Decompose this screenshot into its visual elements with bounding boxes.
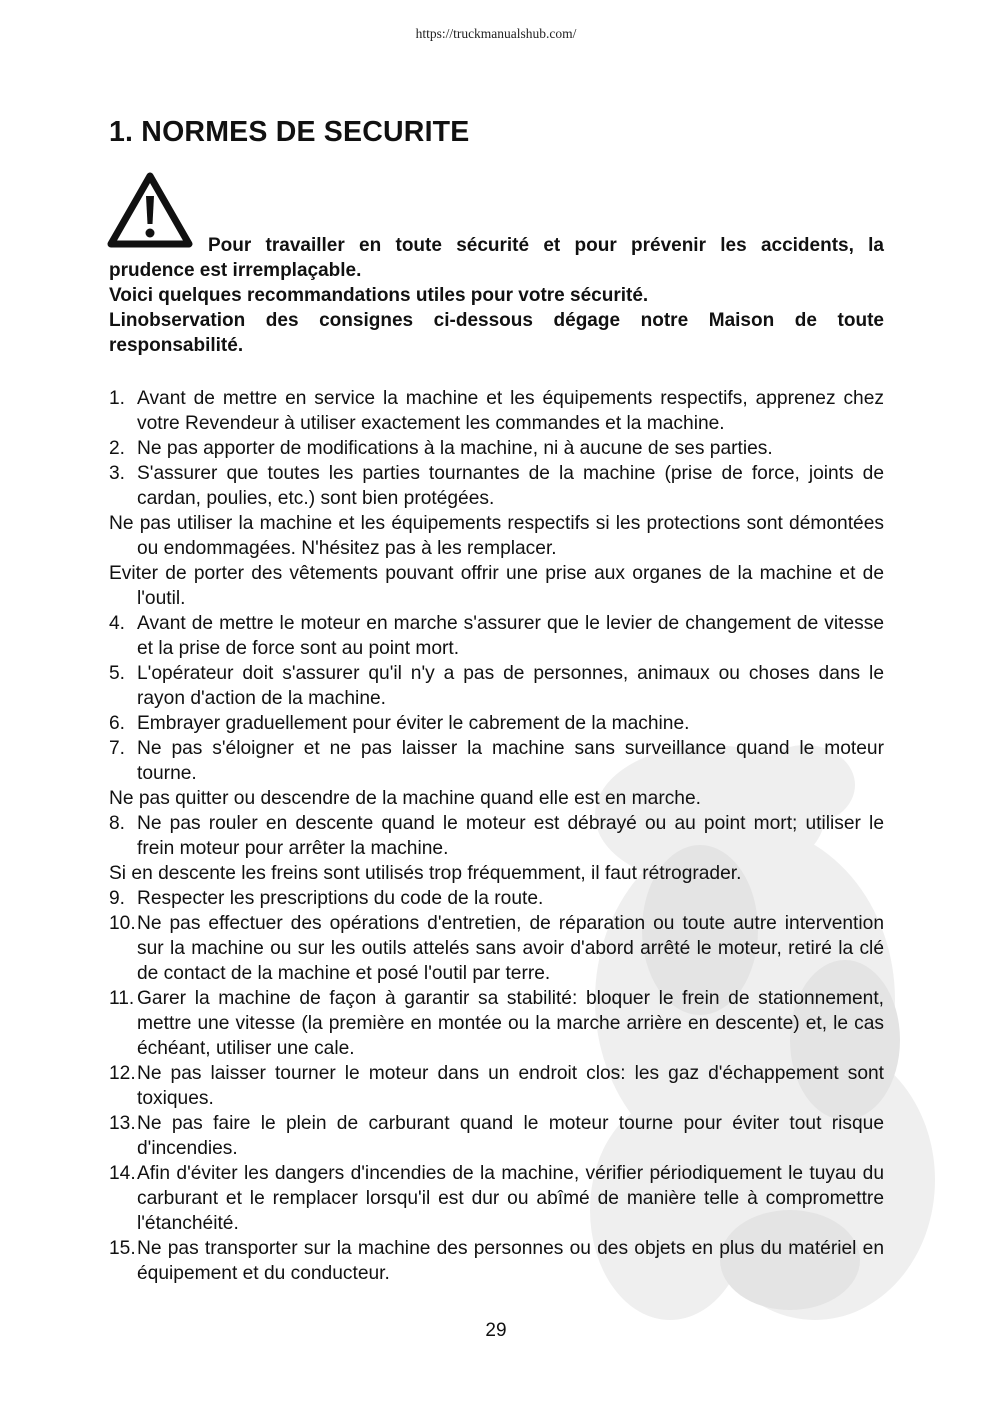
item-number: 1. (109, 388, 126, 409)
safety-intro (109, 233, 884, 358)
item-text: Ne pas faire le plein de carburant quand le moteur tourne pour éviter tout risque d'incendies. (137, 1113, 884, 1159)
item-text: Avant de mettre en service la machine et les équipements respectifs, apprenez chez votre Revendeur à utiliser exactement les commandes et la machine. (137, 388, 884, 434)
item-text: Ne pas effectuer des opérations d'entretien, de réparation ou toute autre intervention sur la machine ou sur les outils attelés sans avoir d'abord arrêté le moteur, retiré la clé de contact de la machine et posé l'outil par terre. (137, 913, 884, 984)
item-text: S'assurer que toutes les parties tournantes de la machine (prise de force, joints de cardan, poulies, etc.) sont bien protégées. (137, 463, 884, 509)
safety-rules-list (109, 386, 884, 1286)
item-number: 7. (109, 738, 126, 759)
item-number: 9. (109, 888, 126, 909)
list-item (109, 1111, 884, 1161)
list-item (109, 611, 884, 661)
item-text: Ne pas transporter sur la machine des personnes ou des objets en plus du matériel en équipement et du conducteur. (137, 1238, 884, 1284)
list-note: Ne pas utiliser la machine et les équipements respectifs si les protections sont démontées ou endommagées. N'hésitez pas à les remplacer. (109, 513, 884, 559)
item-number: 3. (109, 463, 126, 484)
list-item (109, 661, 884, 711)
item-text: Ne pas apporter de modifications à la machine, ni à aucune de ses parties. (137, 438, 773, 459)
section-title: 1. NORMES DE SECURITE (109, 116, 470, 148)
item-number: 10. (109, 913, 136, 934)
header-url[interactable]: https://truckmanualshub.com/ (415, 26, 577, 41)
item-text: Ne pas laisser tourner le moteur dans un endroit clos: les gaz d'échappement sont toxiques. (137, 1063, 884, 1109)
item-number: 5. (109, 663, 126, 684)
list-item (109, 461, 884, 511)
list-item (109, 386, 884, 436)
item-number: 15. (109, 1238, 136, 1259)
item-number: 2. (109, 438, 126, 459)
list-item (109, 1161, 884, 1236)
item-text: Embrayer graduellement pour éviter le cabrement de la machine. (137, 713, 690, 734)
item-number: 11. (109, 988, 135, 1009)
item-number: 12. (109, 1063, 136, 1084)
list-note: Eviter de porter des vêtements pouvant offrir une prise aux organes de la machine et de l'outil. (109, 563, 884, 609)
page-number: 29 (485, 1320, 507, 1341)
list-item (109, 736, 884, 786)
item-number: 8. (109, 813, 126, 834)
item-number: 13. (109, 1113, 136, 1134)
list-item (109, 911, 884, 986)
item-text: Afin d'éviter les dangers d'incendies de la machine, vérifier périodiquement le tuyau du carburant et le remplacer lorsqu'il est dur ou abîmé de manière telle à compromettre l'étanchéité. (137, 1163, 884, 1234)
item-text: Avant de mettre le moteur en marche s'assurer que le levier de changement de vitesse et la prise de force sont au point mort. (137, 613, 884, 659)
item-text: Ne pas s'éloigner et ne pas laisser la machine sans surveillance quand le moteur tourne. (137, 738, 884, 784)
list-item (109, 1236, 884, 1286)
list-item (109, 1061, 884, 1111)
intro-line-3: Linobservation des consignes ci-dessous dégage notre Maison de toute responsabilité. (109, 310, 884, 356)
list-item (109, 811, 884, 861)
list-item (109, 986, 884, 1061)
item-text: Ne pas rouler en descente quand le moteur est débrayé ou au point mort; utiliser le frein moteur pour arrêter la machine. (137, 813, 884, 859)
item-number: 6. (109, 713, 126, 734)
intro-line-2: Voici quelques recommandations utiles pour votre sécurité. (109, 285, 649, 306)
item-text: Respecter les prescriptions du code de la route. (137, 888, 544, 909)
item-number: 4. (109, 613, 126, 634)
list-item (109, 436, 884, 461)
list-item (109, 711, 884, 736)
list-note: Si en descente les freins sont utilisés trop fréquemment, il faut rétrograder. (109, 863, 742, 884)
intro-line-1: Pour travailler en toute sécurité et pour prévenir les accidents, la prudence est irremplaçable. (109, 235, 884, 281)
list-note: Ne pas quitter ou descendre de la machine quand elle est en marche. (109, 788, 701, 809)
item-number: 14. (109, 1163, 136, 1184)
item-text: L'opérateur doit s'assurer qu'il n'y a pas de personnes, animaux ou choses dans le rayon d'action de la machine. (137, 663, 884, 709)
item-text: Garer la machine de façon à garantir sa stabilité: bloquer le frein de stationnement, mettre une vitesse (la première en montée ou la marche arrière en descente) et, le cas échéant, utiliser une cale. (137, 988, 884, 1059)
list-item (109, 886, 884, 911)
